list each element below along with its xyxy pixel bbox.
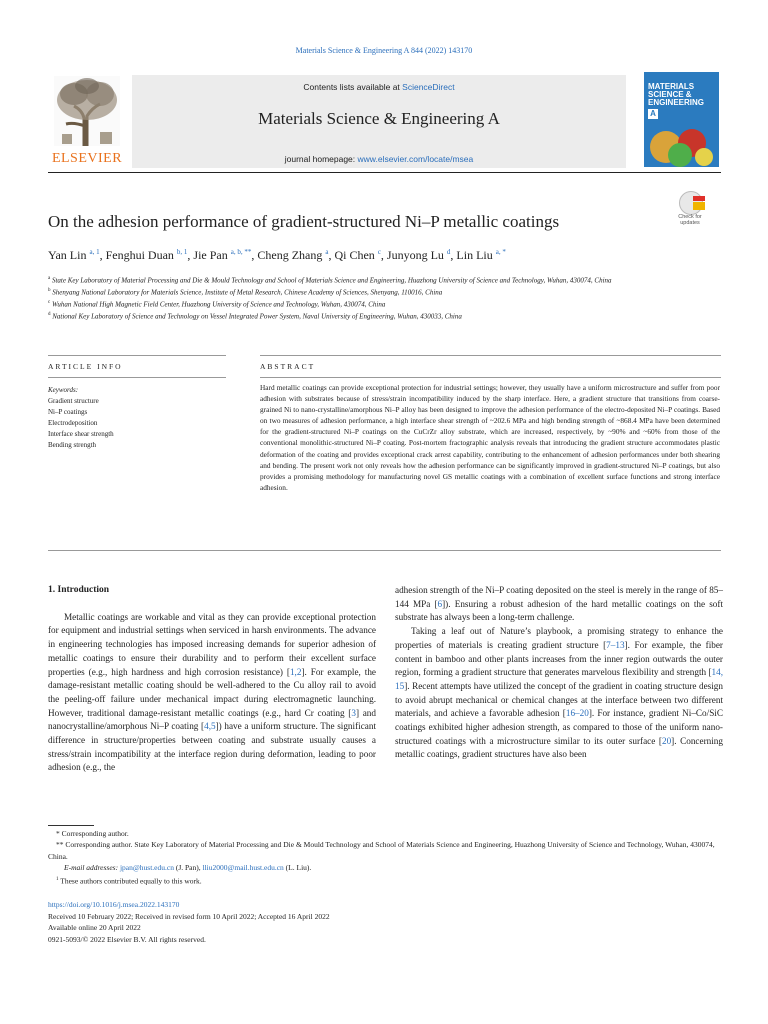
homepage-prefix: journal homepage: xyxy=(284,154,358,164)
body-text: ]. Concerning metallic coatings, gradient structures have also been xyxy=(395,735,723,760)
keyword-item[interactable]: Electrodeposition xyxy=(48,419,98,427)
body-column-right xyxy=(395,584,723,762)
crossmark-label: Check for updates xyxy=(678,214,702,226)
footnote-emails xyxy=(48,862,721,873)
footnote-mark: 1 xyxy=(56,876,59,882)
body-paragraph xyxy=(395,584,723,625)
author-sup: a, 1 xyxy=(89,248,100,256)
author-sep: , xyxy=(328,248,335,262)
author-item[interactable] xyxy=(387,248,457,262)
doi-link[interactable]: https://doi.org/10.1016/j.msea.2022.143170 xyxy=(48,900,180,909)
keywords-label: Keywords: xyxy=(48,386,79,394)
body-text: ]) have a uniform structure. The significant difference in structure/properties between coating and substrate usually causes a stress/strain incompatibility at the interface region during deformation, leading to poor adhesion (e.g., the xyxy=(48,721,376,773)
journal-cover[interactable] xyxy=(644,72,719,167)
author-name: Junyong Lu xyxy=(386,248,444,262)
contents-prefix: Contents lists available at xyxy=(303,82,403,92)
affiliation-mark: d xyxy=(48,312,51,318)
abstract-top-rule xyxy=(260,377,721,378)
author-name: Qi Chen xyxy=(334,248,375,262)
copyright-line: 0921-5093/© 2022 Elsevier B.V. All rights reserved. xyxy=(48,934,206,944)
contents-line xyxy=(132,82,626,92)
author-name: Fenghui Duan xyxy=(105,248,174,262)
keyword-item[interactable]: Bending strength xyxy=(48,441,97,449)
body-text: ]). Ensuring a robust adhesion of the hard metallic coatings on the soft substrate has always been a long-term challenge. xyxy=(395,598,723,623)
email-owner: (L. Liu). xyxy=(283,863,312,873)
author-sup: a xyxy=(325,248,329,256)
affiliation-mark: a xyxy=(48,276,51,281)
author-sup: d xyxy=(446,248,451,256)
affiliation-text: Shenyang National Laboratory for Materials Science, Institute of Metal Research, Chinese Academy of Sciences, Shenyang, 110016, China xyxy=(52,288,443,297)
affiliation-item xyxy=(48,310,648,322)
citation-link[interactable]: 4,5 xyxy=(204,721,216,732)
journal-header-box xyxy=(132,75,626,168)
affiliation-text: National Key Laboratory of Science and Technology on Vessel Integrated Power System, Naval University of Engineering, Wuhan, 430033, China xyxy=(52,312,462,321)
footnotes xyxy=(48,828,721,887)
online-date: Available online 20 April 2022 xyxy=(48,923,141,933)
author-name: Yan Lin xyxy=(48,248,87,262)
author-sup: a, b, ** xyxy=(230,248,252,256)
affiliation-mark: b xyxy=(48,288,51,294)
author-sep: , xyxy=(380,248,387,262)
author-sep: , xyxy=(450,248,457,262)
email-label: E-mail addresses: xyxy=(64,863,120,873)
citation-link[interactable]: 3 xyxy=(351,707,356,718)
affiliation-text: State Key Laboratory of Material Processing and Die & Mould Technology and School of Materials Science and Engineering, Huazhong University of Science and Technology, Wuhan, 430074, China xyxy=(51,276,612,285)
affiliation-item xyxy=(48,274,648,286)
footnote-corresponding: * Corresponding author. xyxy=(56,829,129,838)
keyword-item[interactable]: Interface shear strength xyxy=(48,430,114,438)
crossmark-icon xyxy=(679,191,703,215)
email-owner: (J. Pan), xyxy=(173,863,203,873)
header-rule xyxy=(48,172,721,173)
author-item[interactable] xyxy=(193,248,257,262)
footnote-text: These authors contributed equally to this work. xyxy=(60,876,202,886)
author-item[interactable] xyxy=(48,248,106,262)
publisher-wordmark: ELSEVIER xyxy=(51,151,123,166)
body-text: ] and nanocrystalline/amorphous Ni–P coating [ xyxy=(48,707,376,732)
author-list xyxy=(48,248,506,263)
author-item[interactable] xyxy=(334,248,386,262)
body-text: Taking a leaf out of Nature’s playbook, a promising strategy to enhance the properties of materials is creating gradient structure [ xyxy=(395,626,723,650)
author-item[interactable] xyxy=(106,248,194,262)
author-sep: , xyxy=(251,248,258,262)
abstract-rule xyxy=(260,355,721,356)
body-text: ]. For instance, gradient Ni–Co/SiC coatings exhibited higher adhesion strength, as compared to those of the uniform nano-structured coatings with a microstructure similar to its outer surface [ xyxy=(395,708,723,746)
author-sep: , xyxy=(187,248,194,262)
article-info-heading: ARTICLE INFO xyxy=(48,362,123,371)
author-name: Cheng Zhang xyxy=(257,248,323,262)
footnote-equal-contribution xyxy=(48,874,721,887)
citation-link[interactable]: 1,2 xyxy=(289,666,302,677)
citation-link[interactable]: 20 xyxy=(661,735,672,746)
abstract-bottom-rule xyxy=(48,550,721,551)
homepage-line xyxy=(132,154,626,164)
cover-title: MATERIALS SCIENCE & ENGINEERING xyxy=(648,82,705,107)
citation-link[interactable]: 7–13 xyxy=(606,639,625,650)
citation-link[interactable]: 16–20 xyxy=(565,708,589,719)
citation-link[interactable]: 6 xyxy=(437,598,443,609)
footnote-rule xyxy=(48,825,94,826)
journal-name: Materials Science & Engineering A xyxy=(258,109,500,128)
author-name: Jie Pan xyxy=(193,248,228,262)
running-head[interactable]: Materials Science & Engineering A 844 (2022) 143170 xyxy=(295,46,473,55)
body-text: adhesion strength of the Ni–P coating deposited on the steel is merely in the range of 85–144 MPa [ xyxy=(395,585,723,609)
cover-art-icon xyxy=(644,121,719,167)
author-sep: , xyxy=(99,248,106,262)
article-info-rule xyxy=(48,355,226,356)
keywords-block xyxy=(48,385,218,451)
body-text: Metallic coatings are workable and vital as they can provide exceptional protection for equipment and industrial settings when serviced in harsh environments. The advance in engineering technologies has imposed increasing demands for superior adhesion of metallic coatings to ensure their durability and to perform their excellent surface properties (e.g., high hardness and high corrosion resistance) [ xyxy=(48,611,376,677)
cover-letter: A xyxy=(648,109,658,119)
body-text: ]. Recent attempts have utilized the concept of the gradient in coating structure design to avoid abrupt mechanical or chemical changes at the interface between two different materials, and achieve a favorable adhesion [ xyxy=(395,680,723,719)
author-name: Lin Liu xyxy=(456,248,493,262)
crossmark-badge[interactable] xyxy=(671,191,709,231)
affiliation-list xyxy=(48,274,648,323)
body-paragraph xyxy=(395,625,723,762)
abstract-text: Hard metallic coatings can provide exceptional protection for industrial settings; however, they usually have a uniform microstructure and suffer from poor adhesion with substrates because of stress/strain incompatibility induced by the sharp interface. Here, a gradient structure that transitions from coarse-grained Ni to nano-crystalline/amorphous Ni–P alloy has been designed to improve the adhesion performance of the electro-deposited Ni–P coatings. Based on two measures of adhesion performance, a high interface shear strength of ~202.6 MPa and high bending strength of ~868.4 MPa have been determined for the gradient-structured Ni–P coatings on the CuCrZr alloy substrate, which are increased, respectively, by ~90% and ~60% from those of the conventional monolithic-structured Ni–P coating. Post-mortem fractographic analysis reveals that introducing the gradient structure accommodates plastic deformation of the coating and provides exceptional crack arrest capability, contributing to the enhancement of adhesion performances under both shearing and bending. The present work not only reveals how the adhesion performance can be significantly improved in gradient-structured Ni–P coatings, but also provides a promising methodology for manufacturing novel GS metallic coatings with a combination of excellent surface functions and strong interface adhesion. xyxy=(260,383,720,492)
body-column-left xyxy=(48,584,376,775)
section-heading: 1. Introduction xyxy=(48,585,110,595)
affiliation-item xyxy=(48,298,648,310)
keyword-item[interactable]: Ni–P coatings xyxy=(48,408,88,416)
elsevier-tree-icon xyxy=(54,76,120,146)
author-sup: c xyxy=(377,248,381,256)
affiliation-text: Wuhan National High Magnetic Field Center, Huazhong University of Science and Technology, Wuhan, 430074, China xyxy=(51,300,386,309)
body-text: ]. For example, the damage-resistant metallic coating should be well-adhered to the Cu alloy rail to avoid the peeling-off failure under mechanical impact during electromagnetic launching. However, traditional damage-resistant metallic coatings (e.g., hard Cr coating [ xyxy=(48,666,376,718)
affiliation-item xyxy=(48,286,648,298)
article-title: On the adhesion performance of gradient-structured Ni–P metallic coatings xyxy=(48,212,560,231)
journal-homepage-link[interactable]: www.elsevier.com/locate/msea xyxy=(357,154,474,164)
footnote-corresponding-address: ** Corresponding author. State Key Laboratory of Material Processing and Die & Mould Technology and School of Materials Science and Engineering, Huazhong University of Science and Technology, Wuhan, 430074, China. xyxy=(48,840,715,861)
affiliation-mark: c xyxy=(48,300,51,306)
author-item[interactable] xyxy=(257,248,334,262)
body-paragraph xyxy=(48,611,376,775)
article-history xyxy=(48,899,721,945)
keyword-item[interactable]: Gradient structure xyxy=(48,397,99,405)
masthead xyxy=(48,72,721,169)
author-sup: b, 1 xyxy=(176,248,188,256)
sciencedirect-link[interactable]: ScienceDirect xyxy=(402,82,455,92)
keywords-rule xyxy=(48,377,226,378)
email-link[interactable]: jpan@hust.edu.cn xyxy=(119,863,174,873)
abstract-heading: ABSTRACT xyxy=(260,362,316,371)
citation-link[interactable]: 14, 15 xyxy=(395,667,723,691)
received-dates: Received 10 February 2022; Received in revised form 10 April 2022; Accepted 16 April 2022 xyxy=(48,911,330,921)
body-text: ]. For example, the fiber content in bamboo and other plants increases from the inner region outwards the outer region, forming a gradient structure that generates marvelous flexibility and strength [ xyxy=(395,639,723,678)
email-link[interactable]: lliu2000@mail.hust.edu.cn xyxy=(202,863,284,873)
author-sup: a, * xyxy=(495,248,506,256)
author-item[interactable] xyxy=(456,248,505,262)
publisher-logo[interactable] xyxy=(48,72,126,169)
